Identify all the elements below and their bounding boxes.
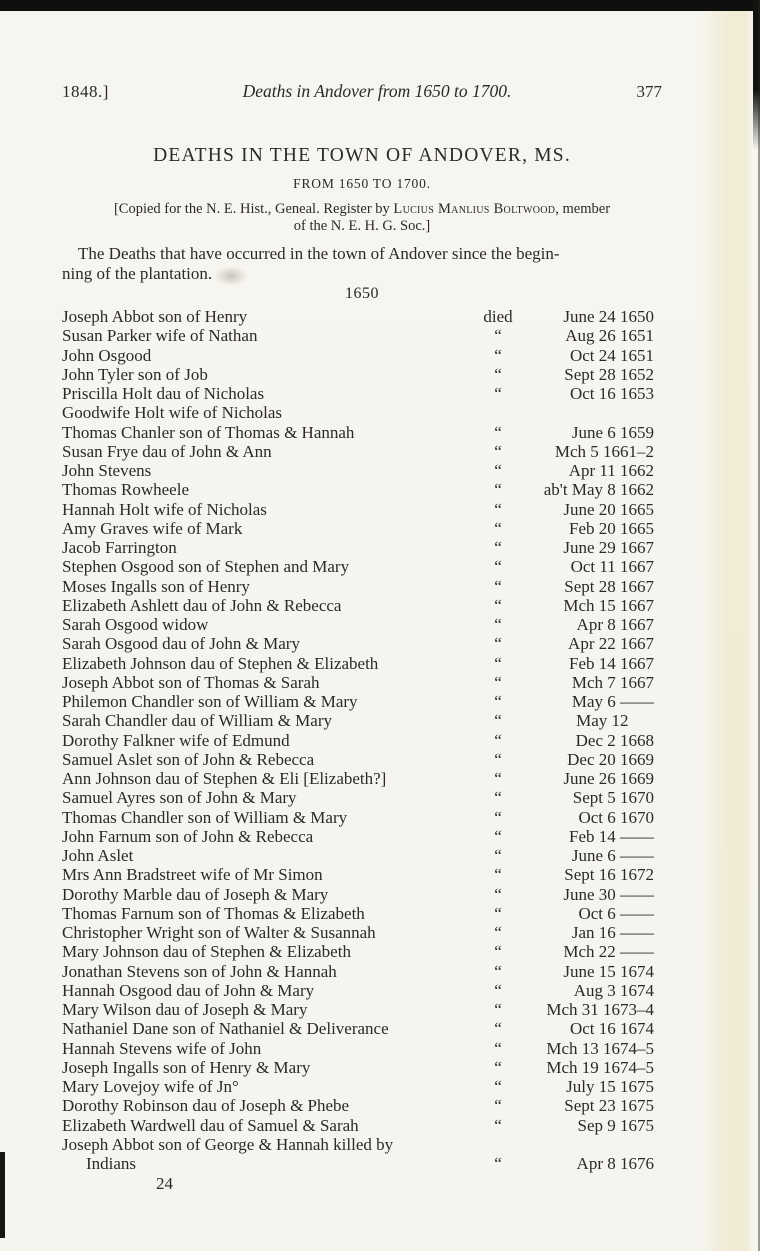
record-died-ditto: “: [494, 846, 502, 865]
record-row: [62, 480, 662, 499]
record-died-ditto: “: [494, 826, 502, 846]
record-date: June 26 1669: [563, 769, 654, 788]
record-died-ditto: “: [494, 518, 502, 538]
record-date: Aug 26 1651: [565, 326, 654, 346]
record-date: Oct 6 1670: [578, 807, 654, 827]
record-row: [62, 808, 662, 827]
record-name: Susan Parker wife of Nathan: [62, 326, 258, 346]
record-name: Mary Wilson dau of Joseph & Mary: [62, 1000, 308, 1019]
record-name: Mrs Ann Bradstreet wife of Mr Simon: [62, 865, 323, 885]
record-name: Mary Johnson dau of Stephen & Elizabeth: [62, 942, 351, 962]
record-name-cell: [62, 519, 472, 538]
record-name: Goodwife Holt wife of Nicholas: [62, 403, 283, 423]
record-row: [62, 846, 662, 865]
record-name-cell: [62, 1000, 472, 1019]
record-died-ditto: “: [494, 326, 502, 346]
record-died-ditto: “: [494, 961, 502, 981]
record-name-cell: [62, 923, 472, 942]
record-name: Sarah Osgood widow: [62, 615, 209, 634]
record-date: May 6 ——: [571, 692, 654, 711]
page-title: DEATHS IN THE TOWN OF ANDOVER, MS.: [153, 145, 571, 166]
record-died-ditto: “: [494, 1077, 502, 1096]
record-died-ditto: “: [494, 634, 502, 654]
record-name: Joseph Ingalls son of Henry & Mary: [62, 1057, 311, 1077]
record-name: John Stevens: [62, 461, 152, 480]
record-date: Dec 20 1669: [567, 749, 654, 769]
record-name-cell: [62, 596, 472, 615]
record-name: Hannah Stevens wife of John: [62, 1038, 262, 1058]
record-name: Priscilla Holt dau of Nicholas: [62, 384, 265, 403]
record-name-cell: [62, 442, 472, 461]
record-died-ditto: “: [494, 499, 502, 519]
record-died-ditto: “: [494, 557, 502, 577]
record-name-cell: [62, 1096, 472, 1115]
record-row: [62, 346, 662, 365]
record-row: [62, 423, 662, 442]
record-date: June 29 1667: [563, 538, 654, 557]
record-row: [62, 1000, 662, 1019]
record-name-cell: [62, 326, 472, 345]
record-died-ditto: “: [494, 769, 502, 788]
record-date: May 12: [576, 711, 654, 731]
record-row: [62, 827, 662, 846]
record-died-ditto: “: [494, 1019, 502, 1039]
record-name-cell: [62, 1039, 472, 1058]
record-row: [62, 615, 662, 634]
record-row: [62, 596, 662, 615]
record-name-cell: [62, 1077, 472, 1096]
record-name: Samuel Aslet son of John & Rebecca: [62, 749, 315, 769]
record-name-cell: [62, 538, 472, 557]
attribution-line1: [62, 201, 662, 218]
record-date: Sept 28 1652: [564, 364, 654, 384]
record-row: [62, 442, 662, 461]
record-date: June 30 ——: [563, 884, 654, 904]
record-name-cell: [62, 423, 472, 442]
record-died-ditto: “: [494, 595, 502, 615]
page-subtitle: FROM 1650 TO 1700.: [293, 176, 431, 191]
record-name: Moses Ingalls son of Henry: [62, 576, 250, 596]
header-page-number: 377: [636, 82, 662, 101]
record-date: Oct 6 ——: [578, 903, 654, 923]
record-name: Stephen Osgood son of Stephen and Mary: [62, 557, 350, 577]
record-name-line2: Indians: [86, 1154, 137, 1173]
record-row: [62, 326, 662, 345]
death-records: [62, 307, 662, 1173]
attribution-author: Lucius Manlius Boltwood: [393, 201, 556, 217]
record-row: [62, 654, 662, 673]
record-name-cell: [62, 1058, 472, 1077]
record-date: Oct 11 1667: [570, 557, 654, 577]
record-date: Feb 14 ——: [569, 826, 654, 846]
record-died-ditto: “: [494, 807, 502, 827]
record-date: June 15 1674: [563, 961, 654, 981]
record-died-ditto: “: [494, 730, 502, 750]
attribution-post: , member: [555, 201, 611, 217]
record-name-cell: [62, 654, 472, 673]
record-row: [62, 962, 662, 981]
record-date: Mch 5 1661–2: [554, 441, 654, 461]
record-name-cell: [62, 769, 472, 788]
record-name-cell: [62, 692, 472, 711]
record-died-ditto: “: [494, 672, 502, 692]
record-name-cell: [62, 904, 472, 923]
record-row: [62, 1135, 662, 1174]
record-died-ditto: “: [494, 692, 502, 711]
header-running-title: Deaths in Andover from 1650 to 1700.: [242, 81, 512, 101]
record-date: July 15 1675: [566, 1077, 654, 1096]
record-date: June 24 1650: [563, 307, 654, 326]
record-name-cell: [62, 461, 472, 480]
record-date: Sept 5 1670: [572, 788, 654, 808]
record-died-ditto: “: [494, 1057, 502, 1077]
record-name: Philemon Chandler son of William & Mary: [62, 692, 358, 711]
record-name-cell: [62, 942, 472, 961]
record-date: Apr 11 1662: [568, 461, 654, 480]
record-name-cell: [62, 1019, 472, 1038]
record-name: John Farnum son of John & Rebecca: [62, 826, 314, 846]
record-died-ditto: “: [494, 653, 502, 673]
record-row: [62, 1019, 662, 1038]
record-name: Elizabeth Johnson dau of Stephen & Elizabeth: [62, 653, 379, 673]
record-row: [62, 538, 662, 557]
record-name: Joseph Abbot son of Thomas & Sarah: [62, 672, 320, 692]
record-row: [62, 673, 662, 692]
record-row: [62, 769, 662, 788]
record-row: [62, 1096, 662, 1115]
record-died-ditto: died: [483, 307, 513, 326]
header-year: 1848.]: [62, 82, 109, 101]
record-row: [62, 634, 662, 653]
record-died-ditto: “: [494, 461, 502, 480]
record-name: Sarah Osgood dau of John & Mary: [62, 634, 300, 654]
record-name-cell: [62, 365, 472, 384]
intro-paragraph: [62, 244, 662, 283]
record-row: [62, 885, 662, 904]
record-row: [62, 403, 662, 422]
record-row: [62, 711, 662, 730]
record-died-ditto: “: [494, 1154, 502, 1173]
record-died-ditto: “: [494, 865, 502, 885]
record-row: [62, 519, 662, 538]
record-row: [62, 788, 662, 807]
page-content: [62, 0, 662, 1194]
record-died-ditto: “: [494, 576, 502, 596]
record-date: Oct 24 1651: [569, 345, 654, 365]
record-name: Dorothy Marble dau of Joseph & Mary: [62, 884, 329, 904]
record-name: Susan Frye dau of John & Ann: [62, 441, 272, 461]
record-name: Thomas Chandler son of William & Mary: [62, 807, 348, 827]
record-row: [62, 365, 662, 384]
record-name-cell: [62, 846, 472, 865]
intro-line1: The Deaths that have occurred in the town of Andover since the begin-: [78, 244, 560, 263]
record-row: [62, 731, 662, 750]
record-name-cell: [62, 500, 472, 519]
record-died-ditto: “: [494, 480, 502, 500]
record-date: Sept 23 1675: [564, 1096, 654, 1116]
record-died-ditto: “: [494, 884, 502, 904]
record-name-cell: [62, 711, 472, 730]
record-name: John Tyler son of Job: [62, 364, 208, 384]
record-died-ditto: “: [494, 788, 502, 808]
record-name-cell: [62, 827, 472, 846]
record-died-ditto: “: [494, 441, 502, 461]
record-row: [62, 384, 662, 403]
record-name: Joseph Abbot son of Henry: [62, 307, 248, 326]
attribution-pre: [Copied for the N. E. Hist., Geneal. Register by: [113, 201, 394, 217]
record-name: Hannah Holt wife of Nicholas: [62, 499, 267, 519]
record-died-ditto: “: [494, 711, 502, 731]
record-name: Thomas Rowheele: [62, 480, 189, 500]
record-date: Mch 22 ——: [563, 942, 654, 962]
record-name: John Aslet: [62, 846, 134, 865]
record-row: [62, 923, 662, 942]
record-name: Elizabeth Ashlett dau of John & Rebecca: [62, 595, 342, 615]
scan-left-edge: [0, 1152, 5, 1238]
record-name: Jacob Farrington: [62, 538, 177, 557]
record-date: Mch 7 1667: [571, 672, 654, 692]
record-date: Apr 8 1676: [576, 1154, 654, 1173]
record-died-ditto: “: [494, 364, 502, 384]
running-header: [62, 82, 662, 101]
record-date: June 20 1665: [563, 499, 654, 519]
record-date: Jan 16 ——: [571, 923, 654, 942]
record-date: Oct 16 1674: [569, 1019, 654, 1039]
record-name-cell: [62, 731, 472, 750]
record-date: Apr 22 1667: [568, 634, 654, 654]
record-name-cell: [62, 346, 472, 365]
record-name: Samuel Ayres son of John & Mary: [62, 788, 297, 808]
record-date: ab't May 8 1662: [543, 480, 654, 500]
record-row: [62, 865, 662, 884]
record-row: [62, 1077, 662, 1096]
record-row: [62, 692, 662, 711]
record-name-cell: [62, 384, 472, 403]
record-date: Mch 13 1674–5: [546, 1038, 654, 1058]
record-name-cell: [62, 788, 472, 807]
record-date: Feb 20 1665: [569, 518, 654, 538]
record-name: Amy Graves wife of Mark: [62, 518, 243, 538]
record-date: Mch 31 1673–4: [546, 1000, 654, 1019]
record-name-cell: [62, 403, 472, 422]
record-row: [62, 942, 662, 961]
record-row: [62, 577, 662, 596]
record-died-ditto: “: [494, 980, 502, 1000]
record-name-cell: [62, 307, 472, 326]
record-row: [62, 557, 662, 576]
record-name: Ann Johnson dau of Stephen & Eli [Elizabeth?]: [62, 769, 387, 788]
record-name: Nathaniel Dane son of Nathaniel & Deliverance: [62, 1019, 389, 1039]
record-row: [62, 750, 662, 769]
record-name: Elizabeth Wardwell dau of Samuel & Sarah: [62, 1115, 359, 1135]
record-row: [62, 1116, 662, 1135]
record-name: Thomas Farnum son of Thomas & Elizabeth: [62, 903, 365, 923]
record-row: [62, 904, 662, 923]
record-died-ditto: “: [494, 749, 502, 769]
record-name-cell: [62, 885, 472, 904]
record-row: [62, 500, 662, 519]
record-name-cell: [62, 634, 472, 653]
record-died-ditto: “: [494, 903, 502, 923]
record-name: Thomas Chanler son of Thomas & Hannah: [62, 422, 355, 442]
record-died-ditto: “: [494, 384, 502, 403]
record-row: [62, 981, 662, 1000]
attribution-line2: of the N. E. H. G. Soc.]: [293, 218, 431, 234]
record-date: Feb 14 1667: [569, 653, 654, 673]
record-row: [62, 1039, 662, 1058]
record-date: Mch 19 1674–5: [546, 1057, 654, 1077]
record-row: [62, 461, 662, 480]
record-name: Dorothy Falkner wife of Edmund: [62, 730, 290, 750]
record-died-ditto: “: [494, 923, 502, 942]
record-name: Sarah Chandler dau of William & Mary: [62, 711, 332, 731]
record-name-cell: [62, 1116, 472, 1135]
record-name-cell: [62, 577, 472, 596]
record-name-cell: [62, 557, 472, 576]
record-name-cell: [62, 673, 472, 692]
record-died-ditto: “: [494, 1096, 502, 1116]
record-date: Oct 16 1653: [569, 384, 654, 403]
attribution-note: [62, 201, 662, 235]
record-name: John Osgood: [62, 345, 152, 365]
record-date: Dec 2 1668: [575, 730, 654, 750]
record-name: Christopher Wright son of Walter & Susannah: [62, 923, 376, 942]
record-name: Hannah Osgood dau of John & Mary: [62, 980, 315, 1000]
record-name-cell: [62, 1135, 472, 1174]
record-died-ditto: “: [494, 615, 502, 634]
record-name-cell: [62, 865, 472, 884]
record-name-cell: [62, 962, 472, 981]
record-row: [62, 1058, 662, 1077]
record-row: [62, 307, 662, 326]
record-died-ditto: “: [494, 345, 502, 365]
record-date: June 6 ——: [571, 846, 654, 865]
record-name-cell: [62, 750, 472, 769]
record-date: Apr 8 1667: [576, 615, 654, 634]
record-date: Sept 28 1667: [564, 576, 654, 596]
record-name-cell: [62, 808, 472, 827]
intro-line2: ning of the plantation.: [62, 263, 213, 283]
record-name-cell: [62, 981, 472, 1000]
record-name-cell: [62, 480, 472, 499]
record-died-ditto: “: [494, 1038, 502, 1058]
record-date: June 6 1659: [571, 422, 654, 442]
record-name: Jonathan Stevens son of John & Hannah: [62, 961, 337, 981]
record-died-ditto: “: [494, 538, 502, 557]
record-name: Mary Lovejoy wife of Jn°: [62, 1077, 239, 1096]
record-died-ditto: “: [494, 422, 502, 442]
record-name: Joseph Abbot son of George & Hannah killed by: [62, 1134, 394, 1154]
record-died-ditto: “: [494, 942, 502, 962]
record-date: Sep 9 1675: [577, 1115, 654, 1135]
record-died-ditto: “: [494, 1000, 502, 1019]
record-name-cell: [62, 615, 472, 634]
record-died-ditto: “: [494, 1115, 502, 1135]
section-year: 1650: [345, 285, 379, 302]
signature-mark: 24: [156, 1174, 173, 1194]
record-date: Mch 15 1667: [563, 595, 654, 615]
record-name: Dorothy Robinson dau of Joseph & Phebe: [62, 1096, 350, 1116]
record-date: Aug 3 1674: [573, 980, 654, 1000]
record-date: Sept 16 1672: [564, 865, 654, 885]
